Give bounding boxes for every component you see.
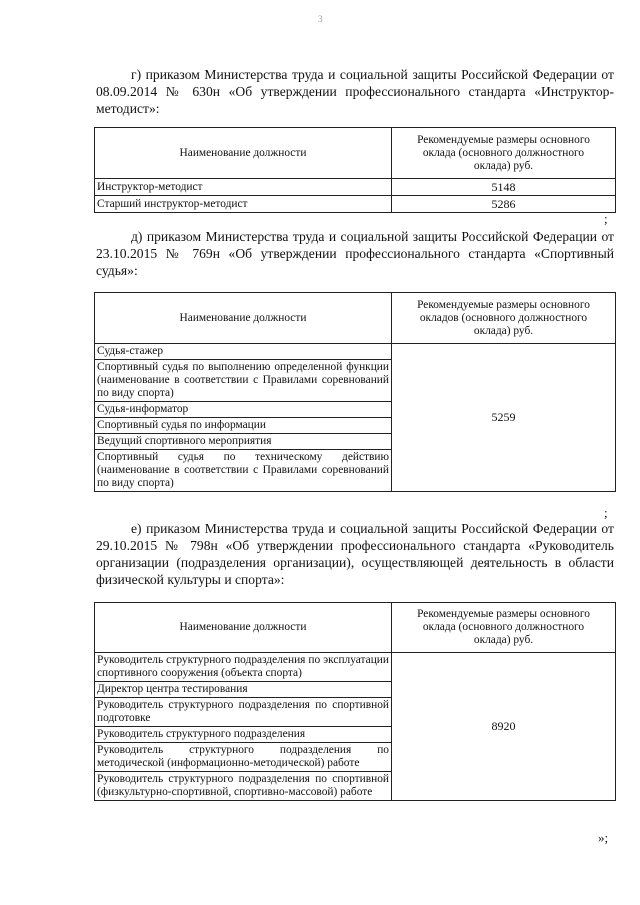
salary-cell: 5148: [392, 179, 616, 196]
position-cell: Руководитель структурного подразделения по спортивной (физкультурно-спортивной, спортивно-массовой) работе: [95, 772, 392, 801]
position-cell: Спортивный судья по техническому действию (наименование в соответствии с Правилами соревнований по виду спорта): [95, 450, 392, 492]
table-row: [95, 196, 616, 213]
position-cell: Руководитель структурного подразделения по эксплуатации спортивного сооружения (объекта спорта): [95, 653, 392, 682]
position-cell: Руководитель структурного подразделения по спортивной подготовке: [95, 698, 392, 727]
position-cell: Руководитель структурного подразделения: [95, 727, 392, 743]
position-cell: Руководитель структурного подразделения по методической (информационно-методической) работе: [95, 743, 392, 772]
position-cell: Старший инструктор-методист: [95, 196, 392, 213]
position-cell: Спортивный судья по выполнению определенной функции (наименование в соответствии с Правилами соревнований по виду спорта): [95, 360, 392, 402]
section-d-end-mark: ;: [604, 505, 608, 520]
salary-cell: 5259: [392, 344, 616, 492]
salary-cell: 5286: [392, 196, 616, 213]
header-position: Наименование должности: [95, 293, 392, 344]
position-cell: Спортивный судья по информации: [95, 418, 392, 434]
header-salary: Рекомендуемые размеры основного оклада (основного должностного оклада) руб.: [392, 128, 616, 179]
section-d-table: [94, 292, 616, 492]
section-e-end-mark: »;: [598, 830, 609, 845]
section-e-paragraph: е) приказом Министерства труда и социальной защиты Российской Федерации от 29.10.2015 № 798н «Об утверждении профессионального стандарта «Руководитель организации (подразделения организации), осуществляющей деятельность в области физической культуры и спорта»:: [96, 521, 614, 587]
table-row: [95, 179, 616, 196]
position-cell: Судья-информатор: [95, 402, 392, 418]
header-position: Наименование должности: [95, 603, 392, 653]
section-d-paragraph: д) приказом Министерства труда и социальной защиты Российской Федерации от 23.10.2015 № 769н «Об утверждении профессионального стандарта «Спортивный судья»:: [96, 229, 614, 278]
header-salary: Рекомендуемые размеры основного окладов (основного должностного оклада) руб.: [392, 293, 616, 344]
table-header-row: [95, 603, 616, 653]
section-g-table: [94, 127, 616, 213]
section-g-paragraph: г) приказом Министерства труда и социальной защиты Российской Федерации от 08.09.2014 № 630н «Об утверждении профессионального стандарта «Инструктор-методист»:: [96, 67, 614, 116]
header-salary: Рекомендуемые размеры основного оклада (основного должностного оклада) руб.: [392, 603, 616, 653]
table-header-row: [95, 128, 616, 179]
table-row: [95, 344, 616, 360]
section-e-table: [94, 602, 616, 801]
table-row: [95, 653, 616, 682]
position-cell: Инструктор-методист: [95, 179, 392, 196]
position-cell: Судья-стажер: [95, 344, 392, 360]
page-number: 3: [318, 14, 323, 24]
position-cell: Директор центра тестирования: [95, 682, 392, 698]
section-g-end-mark: ;: [604, 211, 608, 226]
table-header-row: [95, 293, 616, 344]
salary-cell: 8920: [392, 653, 616, 801]
position-cell: Ведущий спортивного мероприятия: [95, 434, 392, 450]
header-position: Наименование должности: [95, 128, 392, 179]
